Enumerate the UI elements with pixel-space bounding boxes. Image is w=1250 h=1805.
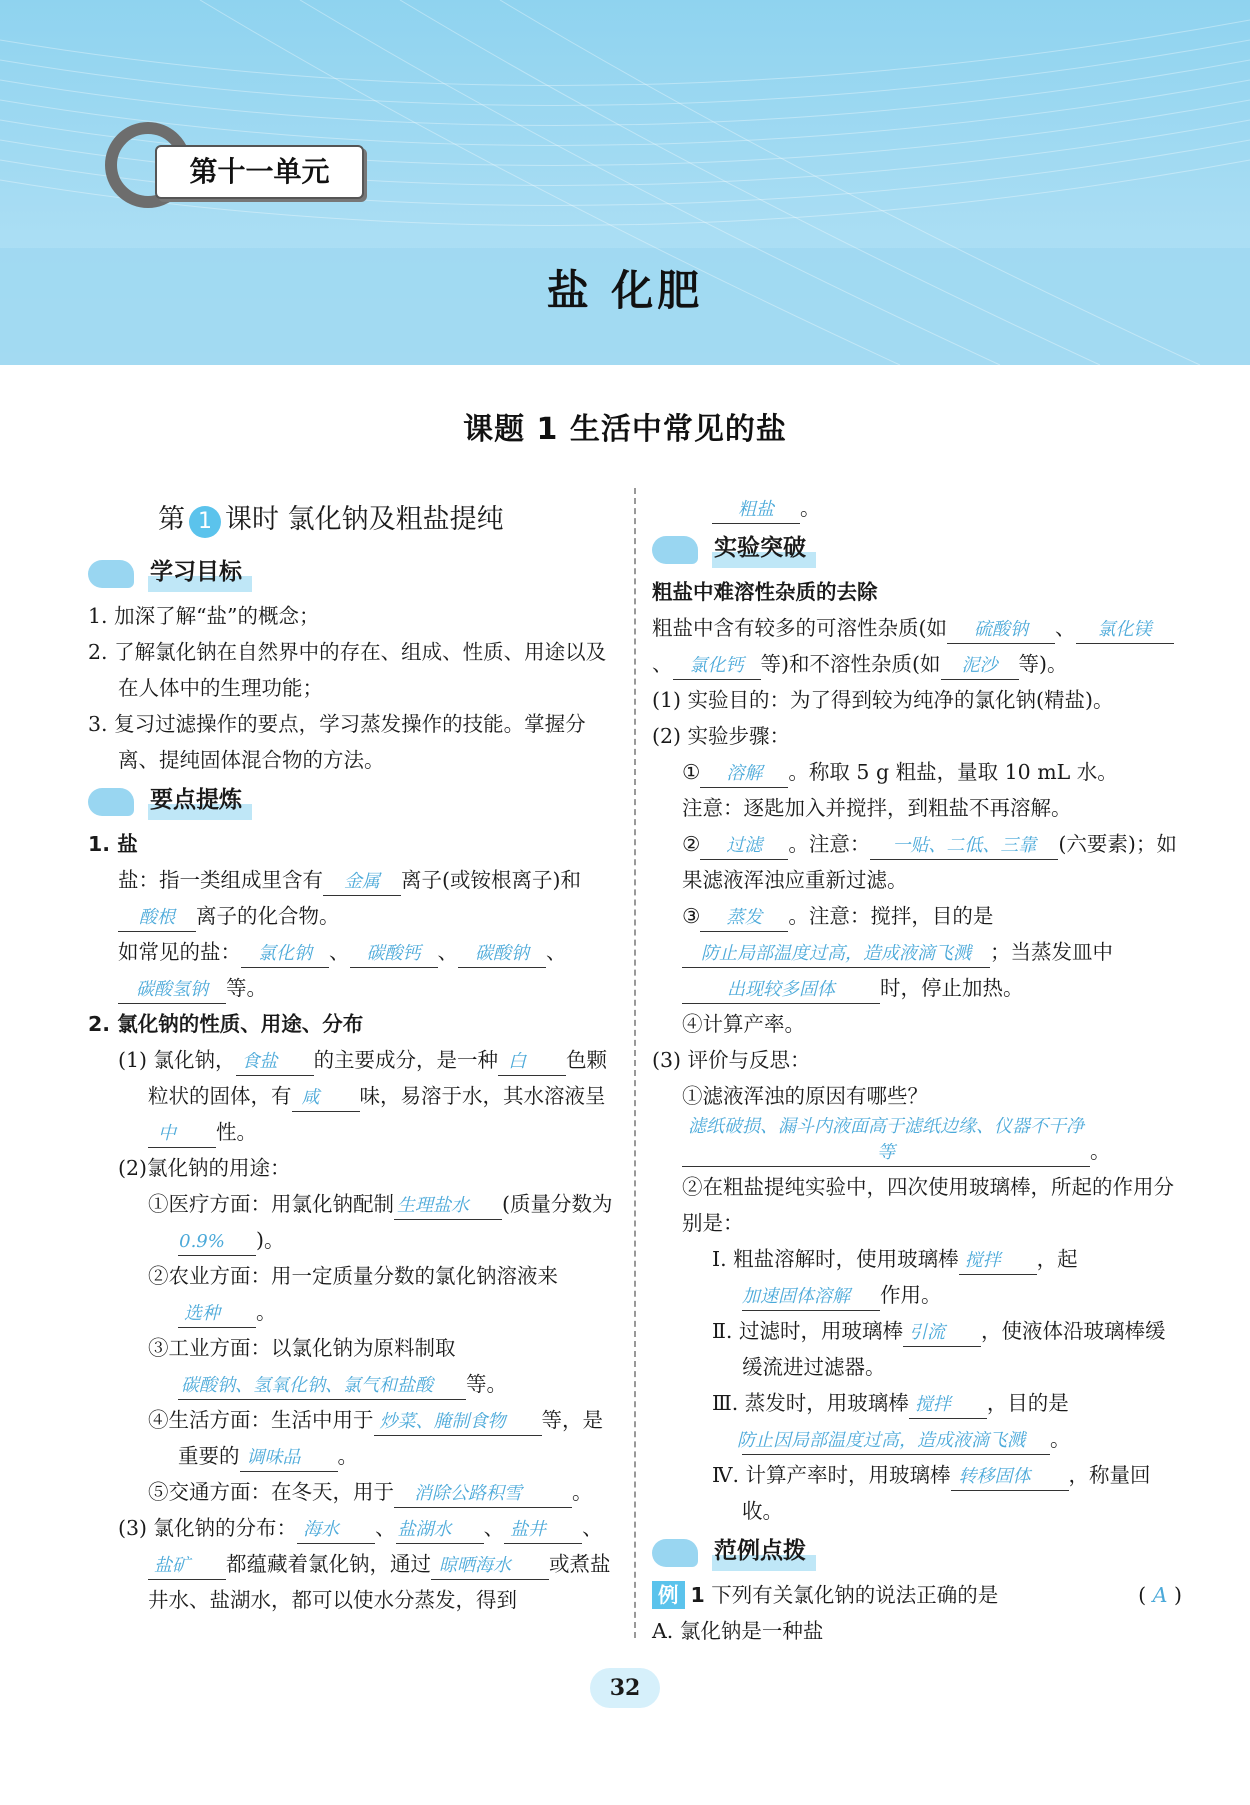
answer-blank[interactable]: 酸根 — [118, 905, 196, 932]
answer-blank[interactable]: 炒菜、腌制食物 — [374, 1409, 542, 1436]
answer-blank[interactable]: 搅拌 — [959, 1248, 1037, 1275]
nacl-uses-heading: (2)氯化钠的用途： — [118, 1156, 291, 1180]
answer-blank[interactable]: 氯化钠 — [241, 941, 329, 968]
nacl-use-industry: ③工业方面：以氯化钠为原料制取碳酸钠、氢氧化钠、氯气和盐酸 等。 — [88, 1330, 620, 1402]
answer-blank[interactable]: 蒸发 — [700, 905, 788, 932]
example-option-a: A. 氯化钠是一种盐 — [652, 1619, 824, 1643]
step-dissolve-note: 注意：逐匙加入并搅拌，到粗盐不再溶解。 — [682, 796, 1072, 820]
example-answer: A — [1152, 1583, 1168, 1607]
step-yield: ④计算产率。 — [682, 1012, 805, 1036]
experiment-intro: 粗盐中含有较多的可溶性杂质(如 硫酸钠 、 氯化镁、 氯化钙 等)和不溶性杂质(如 泥沙 等)。 — [652, 610, 1182, 682]
answer-blank[interactable]: 中 — [148, 1121, 216, 1148]
section-examples: 范例点拨 — [652, 1531, 1182, 1575]
column-divider — [634, 488, 636, 1638]
answer-blank[interactable]: 搅拌 — [909, 1392, 987, 1419]
answer-blank[interactable]: 出现较多固体 — [682, 977, 880, 1004]
answer-blank[interactable]: 碳酸氢钠 — [118, 977, 226, 1004]
answer-blank[interactable]: 消除公路积雪 — [394, 1481, 572, 1508]
answer-blank[interactable]: 粗盐 — [712, 497, 800, 524]
continued-answer: 粗盐 。 — [652, 490, 1182, 526]
salt-heading: 1. 盐 — [88, 832, 138, 856]
nacl-property: (1) 氯化钠， 食盐 的主要成分，是一种 白 色颗粒状的固体，有 咸 味，易溶于水，其水溶液呈中 性。 — [88, 1042, 620, 1150]
answer-blank[interactable]: 食盐 — [236, 1049, 314, 1076]
section-goals: 学习目标 — [88, 552, 620, 596]
right-column — [652, 490, 1182, 1649]
rod-use-3: Ⅲ. 蒸发时，用玻璃棒 搅拌 ，目的是防止因局部温度过高，造成液滴飞溅 。 — [652, 1385, 1182, 1457]
nacl-use-traffic: ⑤交通方面：在冬天，用于 消除公路积雪 。 — [88, 1474, 620, 1510]
nacl-use-life: ④生活方面：生活中用于 炒菜、腌制食物 等，是重要的 调味品 。 — [88, 1402, 620, 1474]
answer-blank[interactable]: 防止局部温度过高，造成液滴飞溅 — [682, 941, 990, 968]
answer-blank[interactable]: 咸 — [292, 1085, 360, 1112]
lesson-title: 课题 1 生活中常见的盐 — [463, 412, 787, 447]
answer-blank[interactable]: 防止因局部温度过高，造成液滴飞溅 — [742, 1428, 1050, 1455]
answer-blank[interactable]: 金属 — [323, 869, 401, 896]
rod-use-2: Ⅱ. 过滤时，用玻璃棒 引流 ，使液体沿玻璃棒缓缓流进过滤器。 — [712, 1319, 1166, 1379]
nacl-use-medical: ①医疗方面：用氯化钠配制 生理盐水 (质量分数为0.9% )。 — [88, 1186, 620, 1258]
flask-icon — [652, 536, 698, 564]
answer-blank[interactable]: 调味品 — [240, 1445, 338, 1472]
answer-blank[interactable]: 盐湖水 — [396, 1517, 484, 1544]
experiment-title: 粗盐中难溶性杂质的去除 — [652, 580, 878, 604]
example-question: 例 1 下列有关氯化钠的说法正确的是 ( A ) — [652, 1577, 1182, 1613]
answer-blank[interactable]: 滤纸破损、漏斗内液面高于滤纸边缘、仪器不干净等 — [682, 1114, 1090, 1167]
section-points: 要点提炼 — [88, 780, 620, 824]
evaluation-heading: (3) 评价与反思： — [652, 1048, 811, 1072]
nacl-heading: 2. 氯化钠的性质、用途、分布 — [88, 1012, 364, 1036]
answer-blank[interactable]: 0.9% — [178, 1229, 256, 1256]
salt-examples: 如常见的盐： 氯化钠 、 碳酸钙 、 碳酸钠 、碳酸氢钠 等。 — [88, 934, 620, 1006]
session-number: 1 — [189, 506, 221, 538]
page-number: 32 — [590, 1668, 660, 1708]
answer-blank[interactable]: 引流 — [903, 1320, 981, 1347]
answer-blank[interactable]: 盐矿 — [148, 1553, 226, 1580]
answer-blank[interactable]: 溶解 — [700, 761, 788, 788]
goal-item: 1. 加深了解“盐”的概念； — [88, 604, 320, 628]
answer-blank[interactable]: 生理盐水 — [394, 1193, 502, 1220]
salt-definition: 盐：指一类组成里含有 金属 离子(或铵根离子)和酸根 离子的化合物。 — [88, 862, 620, 934]
experiment-steps-heading: (2) 实验步骤： — [652, 724, 791, 748]
example-badge: 例 — [652, 1581, 685, 1609]
answer-blank[interactable]: 加速固体溶解 — [742, 1284, 880, 1311]
step-dissolve: ① 溶解 。称取 5 g 粗盐，量取 10 mL 水。 — [652, 754, 1182, 790]
answer-blank[interactable]: 白 — [498, 1049, 566, 1076]
experiment-purpose: (1) 实验目的：为了得到较为纯净的氯化钠(精盐)。 — [652, 688, 1114, 712]
evaluation-rod: ②在粗盐提纯实验中，四次使用玻璃棒，所起的作用分别是： — [682, 1175, 1174, 1235]
unit-label: 第十一单元 — [155, 145, 364, 199]
answer-blank[interactable]: 碳酸钠 — [458, 941, 546, 968]
unit-title: 盐 化肥 — [546, 266, 704, 315]
answer-blank[interactable]: 泥沙 — [941, 653, 1019, 680]
step-evaporate: ③ 蒸发 。注意：搅拌，目的是防止局部温度过高，造成液滴飞溅 ；当蒸发皿中出现较多固体 时，停止加热。 — [652, 898, 1182, 1006]
goal-item: 2. 了解氯化钠在自然界中的存在、组成、性质、用途以及在人体中的生理功能； — [88, 640, 607, 700]
nacl-distribution: (3) 氯化钠的分布： 海水 、 盐湖水 、 盐井 、盐矿 都蕴藏着氯化钠，通过 晾晒海水 或煮盐井水、盐湖水，都可以使水分蒸发，得到 — [118, 1516, 611, 1612]
points-icon — [88, 788, 134, 816]
session-title: 第 1 课时 氯化钠及粗盐提纯 — [158, 496, 620, 544]
rod-use-4: Ⅳ. 计算产率时，用玻璃棒 转移固体 ，称量回收。 — [712, 1463, 1151, 1523]
goal-item: 3. 复习过滤操作的要点，学习蒸发操作的技能。掌握分离、提纯固体混合物的方法。 — [88, 712, 586, 772]
evaluation-turbid: ①滤液浑浊的原因有哪些？滤纸破损、漏斗内液面高于滤纸边缘、仪器不干净等 。 — [652, 1078, 1182, 1169]
answer-blank[interactable]: 碳酸钙 — [350, 941, 438, 968]
answer-blank[interactable]: 氯化钙 — [673, 653, 761, 680]
answer-blank[interactable]: 海水 — [297, 1517, 375, 1544]
rod-use-1: Ⅰ. 粗盐溶解时，使用玻璃棒 搅拌 ，起加速固体溶解 作用。 — [652, 1241, 1182, 1313]
step-filter: ② 过滤 。注意： 一贴、二低、三靠 (六要素)；如果滤液浑浊应重新过滤。 — [682, 832, 1177, 892]
section-experiment: 实验突破 — [652, 528, 1182, 572]
answer-blank[interactable]: 盐井 — [504, 1517, 582, 1544]
examples-icon — [652, 1539, 698, 1567]
answer-blank[interactable]: 碳酸钠、氢氧化钠、氯气和盐酸 — [178, 1373, 466, 1400]
answer-blank[interactable]: 晾晒海水 — [431, 1553, 549, 1580]
answer-blank[interactable]: 一贴、二低、三靠 — [870, 833, 1058, 860]
answer-blank[interactable]: 选种 — [178, 1301, 256, 1328]
goals-icon — [88, 560, 134, 588]
answer-blank[interactable]: 氯化镁 — [1076, 617, 1174, 644]
answer-blank[interactable]: 硫酸钠 — [947, 617, 1055, 644]
left-column — [88, 496, 620, 1618]
nacl-use-agriculture: ②农业方面：用一定质量分数的氯化钠溶液来选种 。 — [88, 1258, 620, 1330]
answer-blank[interactable]: 转移固体 — [951, 1464, 1069, 1491]
answer-blank[interactable]: 过滤 — [700, 833, 788, 860]
